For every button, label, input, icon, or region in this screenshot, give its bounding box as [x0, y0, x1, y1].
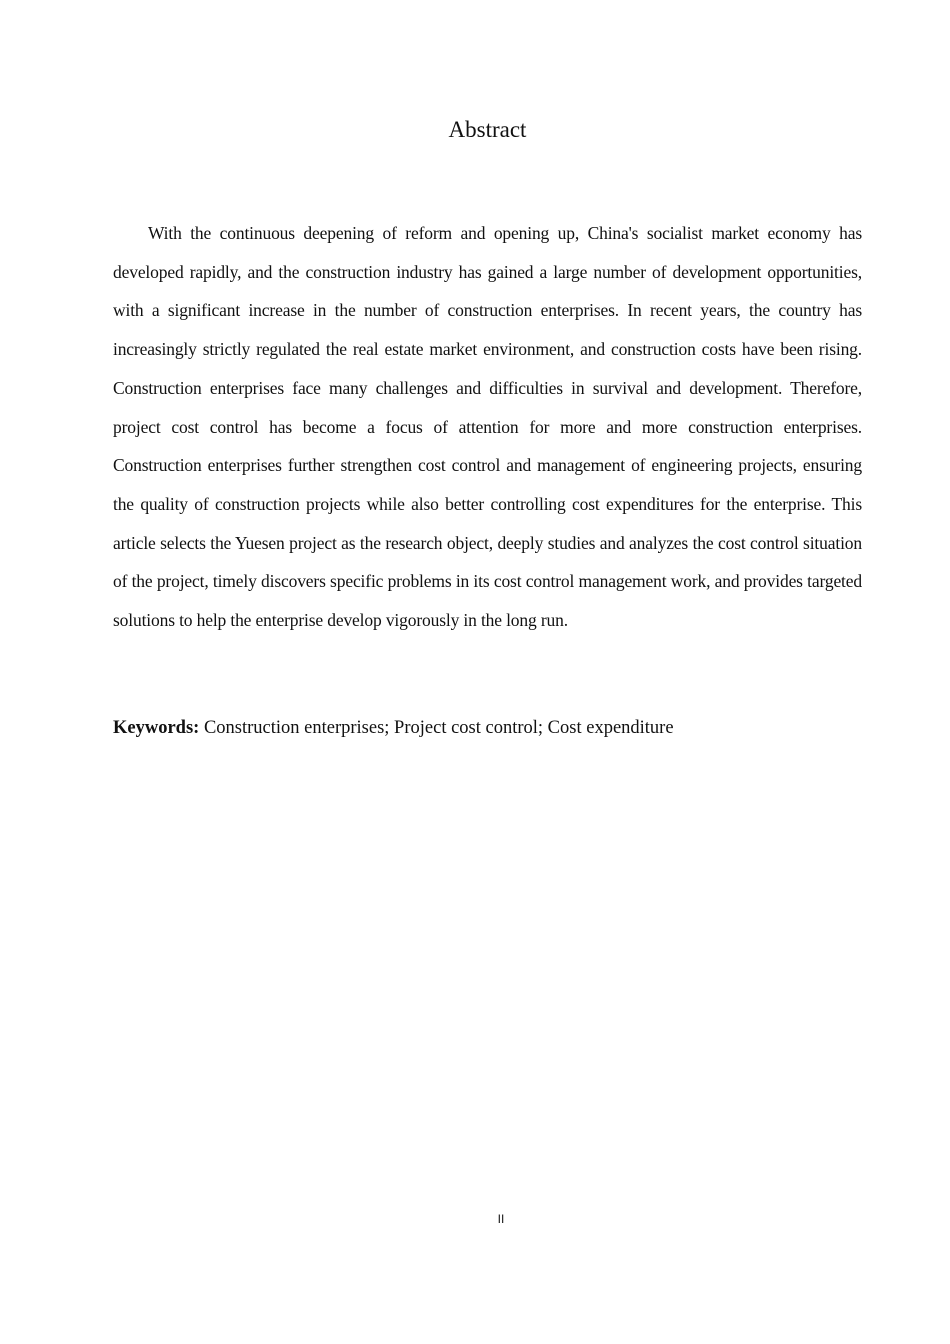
page-number: II: [497, 1212, 505, 1226]
abstract-title: Abstract: [448, 117, 527, 142]
keywords-label: Keywords:: [113, 718, 200, 738]
keywords-line: [113, 713, 862, 743]
keywords-text: Construction enterprises; Project cost control; Cost expenditure: [199, 718, 674, 738]
abstract-body: With the continuous deepening of reform and opening up, China's socialist market economy has developed rapidly, and the construction industry has gained a large number of development opportunities, with a significant increase in the number of construction enterprises. In recent years, the country has increasingly strictly regulated the real estate market environment, and construction costs have been rising. Construction enterprises face many challenges and difficulties in survival and development. Therefore, project cost control has become a focus of attention for more and more construction enterprises. Construction enterprises further strengthen cost control and management of engineering projects, ensuring the quality of construction projects while also better controlling cost expenditures for the enterprise. This article selects the Yuesen project as the research object, deeply studies and analyzes the cost control situation of the project, timely discovers specific problems in its cost control management work, and provides targeted solutions to help the enterprise develop vigorously in the long run.: [113, 223, 862, 631]
